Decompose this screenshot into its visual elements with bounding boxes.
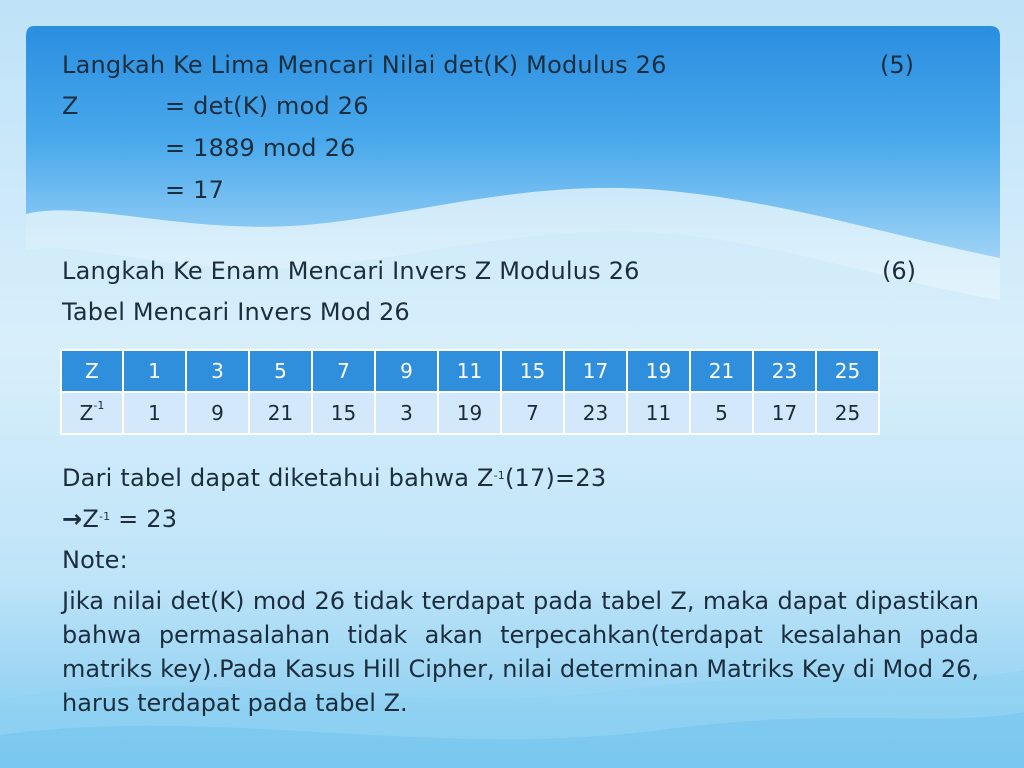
z-cell: 1 [123, 350, 186, 392]
z-label: Z [62, 92, 79, 120]
inverse-cell: 19 [438, 392, 501, 434]
z-cell: 25 [816, 350, 879, 392]
equation-line-3: = 17 [165, 176, 225, 204]
inverse-cell: 11 [627, 392, 690, 434]
z-cell: 21 [690, 350, 753, 392]
inverse-cell: 7 [501, 392, 564, 434]
result-z: Z [82, 505, 99, 533]
conclusion-line-2 [62, 504, 177, 534]
inverse-cell: 1 [123, 392, 186, 434]
z-cell: 19 [627, 350, 690, 392]
header-cell-z: Z [61, 350, 123, 392]
conclusion-text: Dari tabel dapat diketahui bahwa Z [62, 464, 494, 492]
equation-line-1: = det(K) mod 26 [165, 92, 369, 120]
step6-number: (6) [882, 257, 916, 285]
z-inverse-label: Z [79, 401, 94, 425]
z-cell: 17 [564, 350, 627, 392]
inverse-cell: 25 [816, 392, 879, 434]
arrow-icon: → [62, 505, 83, 533]
z-cell: 15 [501, 350, 564, 392]
table-row-z [61, 350, 879, 392]
inverse-cell: 23 [564, 392, 627, 434]
table-row-z-inverse [61, 392, 879, 434]
inverse-cell: 5 [690, 392, 753, 434]
header-cell-z-inverse [61, 392, 123, 434]
z-cell: 3 [186, 350, 249, 392]
result-value: = 23 [110, 505, 178, 533]
inverse-cell: 3 [375, 392, 438, 434]
conclusion-line-1 [62, 463, 606, 493]
inverse-cell: 9 [186, 392, 249, 434]
conclusion-superscript: -1 [493, 469, 505, 482]
equation-line-2: = 1889 mod 26 [165, 134, 356, 162]
note-paragraph: Jika nilai det(K) mod 26 tidak terdapat pada tabel Z, maka dapat dipastikan bahwa permasalahan tidak akan terpecahkan(terdapat kesalahan pada matriks key).Pada Kasus Hill Cipher, nilai determinan Matriks Key di Mod 26, harus terdapat pada tabel Z. [62, 587, 979, 717]
z-cell: 5 [249, 350, 312, 392]
inverse-cell: 15 [312, 392, 375, 434]
step6-title: Langkah Ke Enam Mencari Invers Z Modulus 26 [62, 257, 640, 285]
inverse-table [60, 349, 880, 435]
z-inverse-superscript: -1 [93, 399, 105, 412]
z-cell: 7 [312, 350, 375, 392]
step5-number: (5) [880, 51, 914, 79]
result-superscript: -1 [98, 510, 111, 523]
z-cell: 11 [438, 350, 501, 392]
inverse-cell: 21 [249, 392, 312, 434]
step5-title: Langkah Ke Lima Mencari Nilai det(K) Modulus 26 [62, 51, 667, 79]
z-cell: 9 [375, 350, 438, 392]
note-label: Note: [62, 546, 128, 574]
conclusion-value: (17)=23 [504, 464, 607, 492]
inverse-cell: 17 [753, 392, 816, 434]
z-cell: 23 [753, 350, 816, 392]
table-caption: Tabel Mencari Invers Mod 26 [62, 298, 410, 326]
